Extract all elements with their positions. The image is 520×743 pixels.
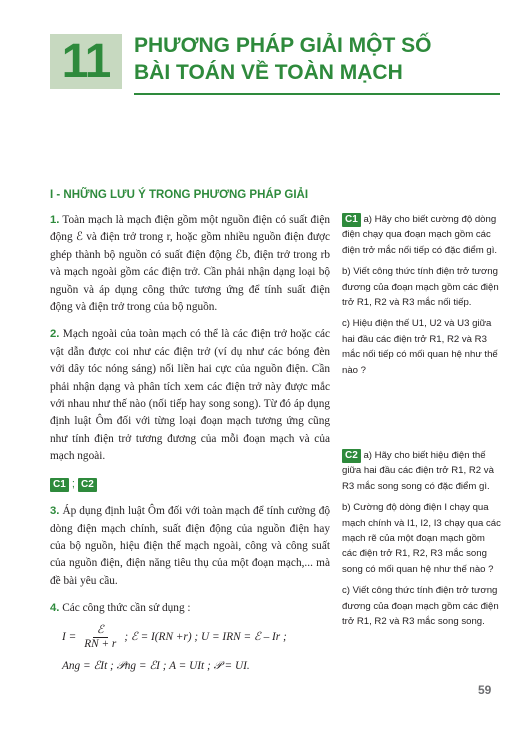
paragraph-1-number: 1. <box>50 214 60 226</box>
paragraph-4-text: Các công thức cần sử dụng : <box>62 602 191 615</box>
fraction-denominator: RN + r <box>84 637 117 650</box>
badge-separator: ; <box>71 477 75 490</box>
c2-part-c: c) Viết công thức tính điện trở tương đương của đoạn mạch gồm các điện trở R1, R2 và R3 mắc song song. <box>342 585 499 628</box>
chapter-title-line2: BÀI TOÁN VỀ TOÀN MẠCH <box>134 61 403 84</box>
paragraph-4-number: 4. <box>50 602 60 615</box>
c2-part-b: b) Cường độ dòng điện I chạy qua mạch chính và I1, I2, I3 chạy qua các mạch rẽ của một đoạn mạch gồm các điện trở R1, R2, R3 mắc song song có mối quan hệ như thế nào ? <box>342 502 501 575</box>
formula-1-rest: ; ℰ = I(RN +r) ; U = IRN = ℰ – Ir ; <box>124 631 287 644</box>
c2-part-a <box>342 448 502 494</box>
formula-2: Ang = ℰIt ; 𝒫ng = ℰI ; A = UIt ; 𝒫 = UI. <box>62 659 250 672</box>
sidebar-question-c1 <box>342 212 502 384</box>
c2-badge: C2 <box>342 449 361 463</box>
c1-badge: C1 <box>342 213 361 227</box>
fraction-numerator: ℰ <box>93 624 108 638</box>
c1-part-a-text: a) Hãy cho biết cường độ dòng điện chạy qua đoạn mạch gồm các điện trở mắc nối tiếp có đặc điểm gì. <box>342 214 498 256</box>
paragraph-4 <box>50 600 330 617</box>
c1-reference-badge[interactable]: C1 <box>50 478 69 492</box>
main-text-column <box>50 212 330 675</box>
c1-part-c: c) Hiệu điện thế U1, U2 và U3 giữa hai đầu các điện trở R1, R2 và R3 mắc nối tiếp có mối quan hệ như thế nào ? <box>342 318 498 376</box>
sidebar-question-c2 <box>342 448 502 635</box>
formula-line-1 <box>62 624 330 651</box>
paragraph-3-number: 3. <box>50 505 60 518</box>
chapter-title-line1: PHƯƠNG PHÁP GIẢI MỘT SỐ <box>134 34 432 57</box>
paragraph-3 <box>50 503 330 590</box>
formula-line-2 <box>62 657 330 675</box>
paragraph-3-text: Áp dụng định luật Ôm đối với toàn mạch để tính cường độ dòng điện mạch chính, suất điện động của nguồn điện hay của bộ nguồn, hiệu điện thế mạch ngoài, công và công suất của nguồn điện, điện năng tiêu thụ của một đoạn mạch,... mà đề bài yêu cầu. <box>50 505 330 587</box>
section-heading: I - NHỮNG LƯU Ý TRONG PHƯƠNG PHÁP GIẢI <box>50 189 309 201</box>
c1-part-b: b) Viết công thức tính điện trở tương đương của đoạn mạch gồm các điện trở R1, R2 và R3 mắc nối tiếp. <box>342 266 499 309</box>
c1-part-a <box>342 212 502 258</box>
paragraph-2-text: Mạch ngoài của toàn mạch có thể là các điện trở hoặc các vật dẫn được coi như các điện trở (ví dụ như các bóng đèn với dây tóc nóng sáng) nối liền hai cực của nguồn điện. Cần phải nhận dạng và phân tích xem các điện trở này được mắc với nhau như thế nào (nối tiếp hay song song). Từ đó áp dụng định luật Ôm đối với từng loại đoạn mạch tương ứng cũng như tính điện trở tương đương của mỗi đoạn mạch và của mạch ngoài. <box>50 328 330 463</box>
formula-1-lhs: I = <box>62 631 77 644</box>
chapter-number: 11 <box>50 34 122 89</box>
paragraph-2 <box>50 326 330 465</box>
c2-reference-badge[interactable]: C2 <box>78 478 97 492</box>
question-references <box>50 476 330 493</box>
c2-part-a-text: a) Hãy cho biết hiệu điện thế giữa hai đầu các điện trở R1, R2 và R3 mắc song song có đặc điểm gì. <box>342 450 494 492</box>
formula-fraction <box>82 624 118 651</box>
page-number: 59 <box>478 683 492 697</box>
paragraph-2-number: 2. <box>50 328 60 341</box>
formula-block <box>50 624 330 675</box>
paragraph-1 <box>50 212 330 316</box>
paragraph-1-text: Toàn mạch là mạch điện gồm một nguồn điện có suất điện động ℰ và điện trở trong r, hoặc gồm nhiều nguồn điện được ghép thành bộ nguồn có suất điện động ℰb, điện trở trong rb và mạch ngoài gồm các điện trở. Cần phải nhận dạng loại bộ nguồn và áp dụng công thức tương ứng để tính suất điện động và điện trở trong của bộ nguồn. <box>50 214 330 314</box>
chapter-title <box>134 32 494 86</box>
title-divider <box>134 93 500 95</box>
